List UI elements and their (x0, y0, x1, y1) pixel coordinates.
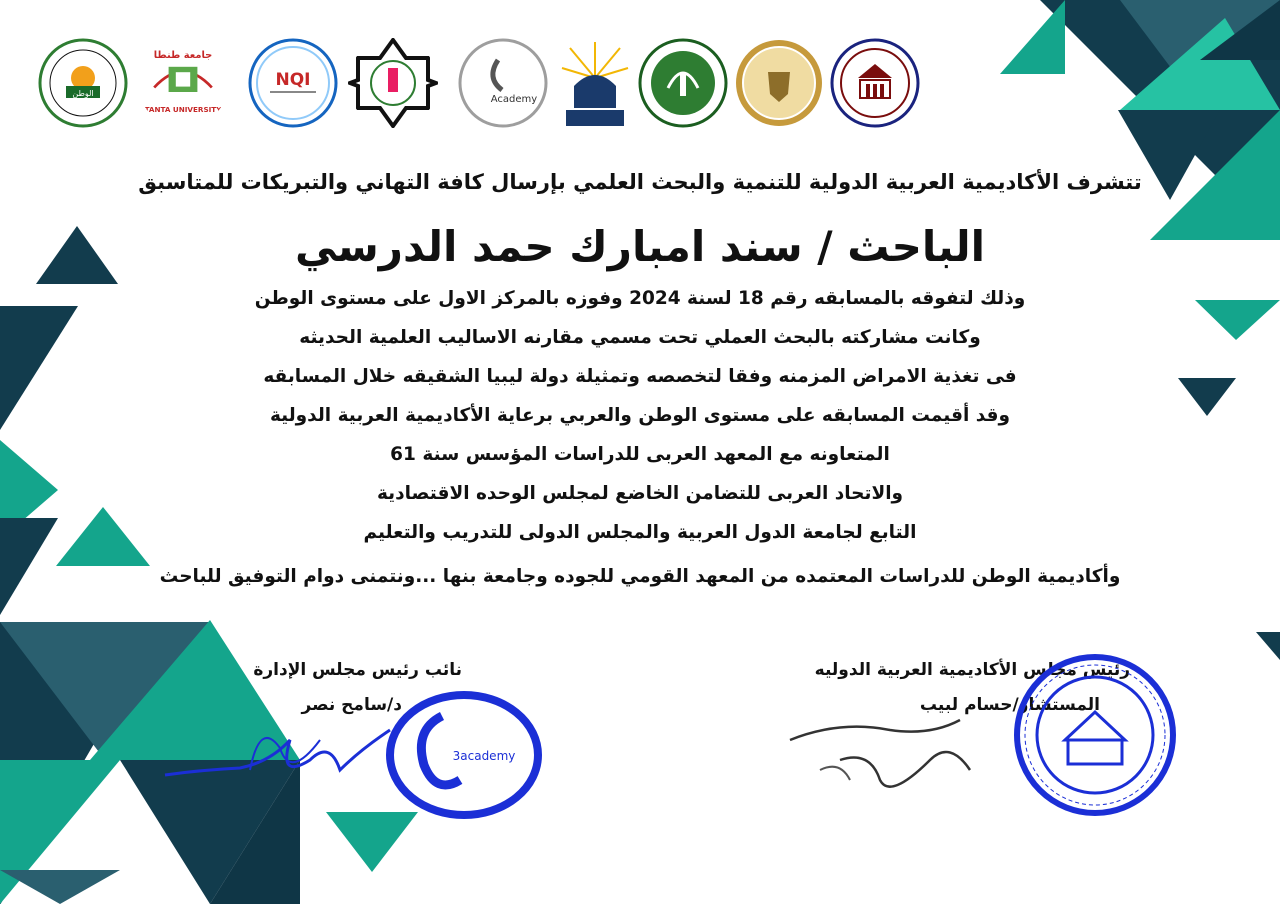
right-handwritten-signature (780, 700, 1020, 810)
body-line: وكانت مشاركته بالبحث العملي تحت مسمي مقارنه الاساليب العلمية الحديثه (299, 327, 981, 348)
body-line: فى تغذية الامراض المزمنه وفقا لتخصصه وتمثيلة دولة ليبيا الشقيقه خلال المسابقه (263, 366, 1017, 387)
stamp-text: 3academy (452, 749, 516, 763)
svg-text:الوطن: الوطن (72, 89, 94, 98)
body-line: وقد أقيمت المسابقه على مستوى الوطن والعربي برعاية الأكاديمية العربية الدولية (269, 405, 1011, 426)
nqi-text: NQI (275, 70, 311, 90)
right-signatory-title: رئيس مجلس الأكاديمية العربية الدوليه (814, 660, 1130, 680)
svg-text:جامعة طنطا: جامعة طنطا (153, 49, 213, 61)
partner-logos-row (30, 38, 950, 138)
academy-text: Academy (490, 94, 538, 105)
left-signatory-title: نائب رئيس مجلس الإدارة (253, 660, 462, 680)
left-signatory-name: د/سامح نصر (301, 695, 402, 715)
aia-blue-stamp (1010, 650, 1180, 820)
euro-arab-chamber-logo (638, 38, 728, 128)
gold-emblem-logo (734, 38, 824, 128)
academy-logo (458, 38, 548, 128)
body-line: وذلك لتفوقه بالمسابقه رقم 18 لسنة 2024 وفوزه بالمركز الاول على مستوى الوطن (254, 288, 1026, 309)
tanta-text: TANTA UNIVERSITY (144, 104, 222, 114)
watan-academy-logo (38, 38, 128, 128)
body-line: وأكاديمية الوطن للدراسات المعتمده من المعهد القومي للجوده وجامعة بنها ...ونتمنى دوام التوفيق للباحث (159, 566, 1121, 587)
body-line: التابع لجامعة الدول العربية والمجلس الدولى للتدريب والتعليم (363, 522, 917, 543)
right-signatory-name: المستشار/حسام لبيب (919, 695, 1100, 715)
tanta-university-logo (138, 38, 228, 128)
body-line: المتعاونه مع المعهد العربى للدراسات المؤسس سنة 61 (390, 444, 890, 465)
recipient-name: الباحث / سند امبارك حمد الدرسي (294, 222, 986, 271)
arab-international-academy-logo (830, 38, 920, 128)
star-emblem-logo (348, 38, 438, 128)
nqi-logo (248, 38, 338, 128)
academy-blue-stamp (384, 690, 544, 820)
body-line: والاتحاد العربى للتضامن الخاضع لمجلس الوحده الاقتصادية (376, 483, 904, 504)
left-handwritten-signature (160, 700, 420, 800)
mosque-institute-logo (560, 38, 630, 128)
headline: تتشرف الأكاديمية العربية الدولية للتنمية والبحث العلمي بإرسال كافة التهاني والتبريكات للمتاسبق (138, 170, 1142, 194)
